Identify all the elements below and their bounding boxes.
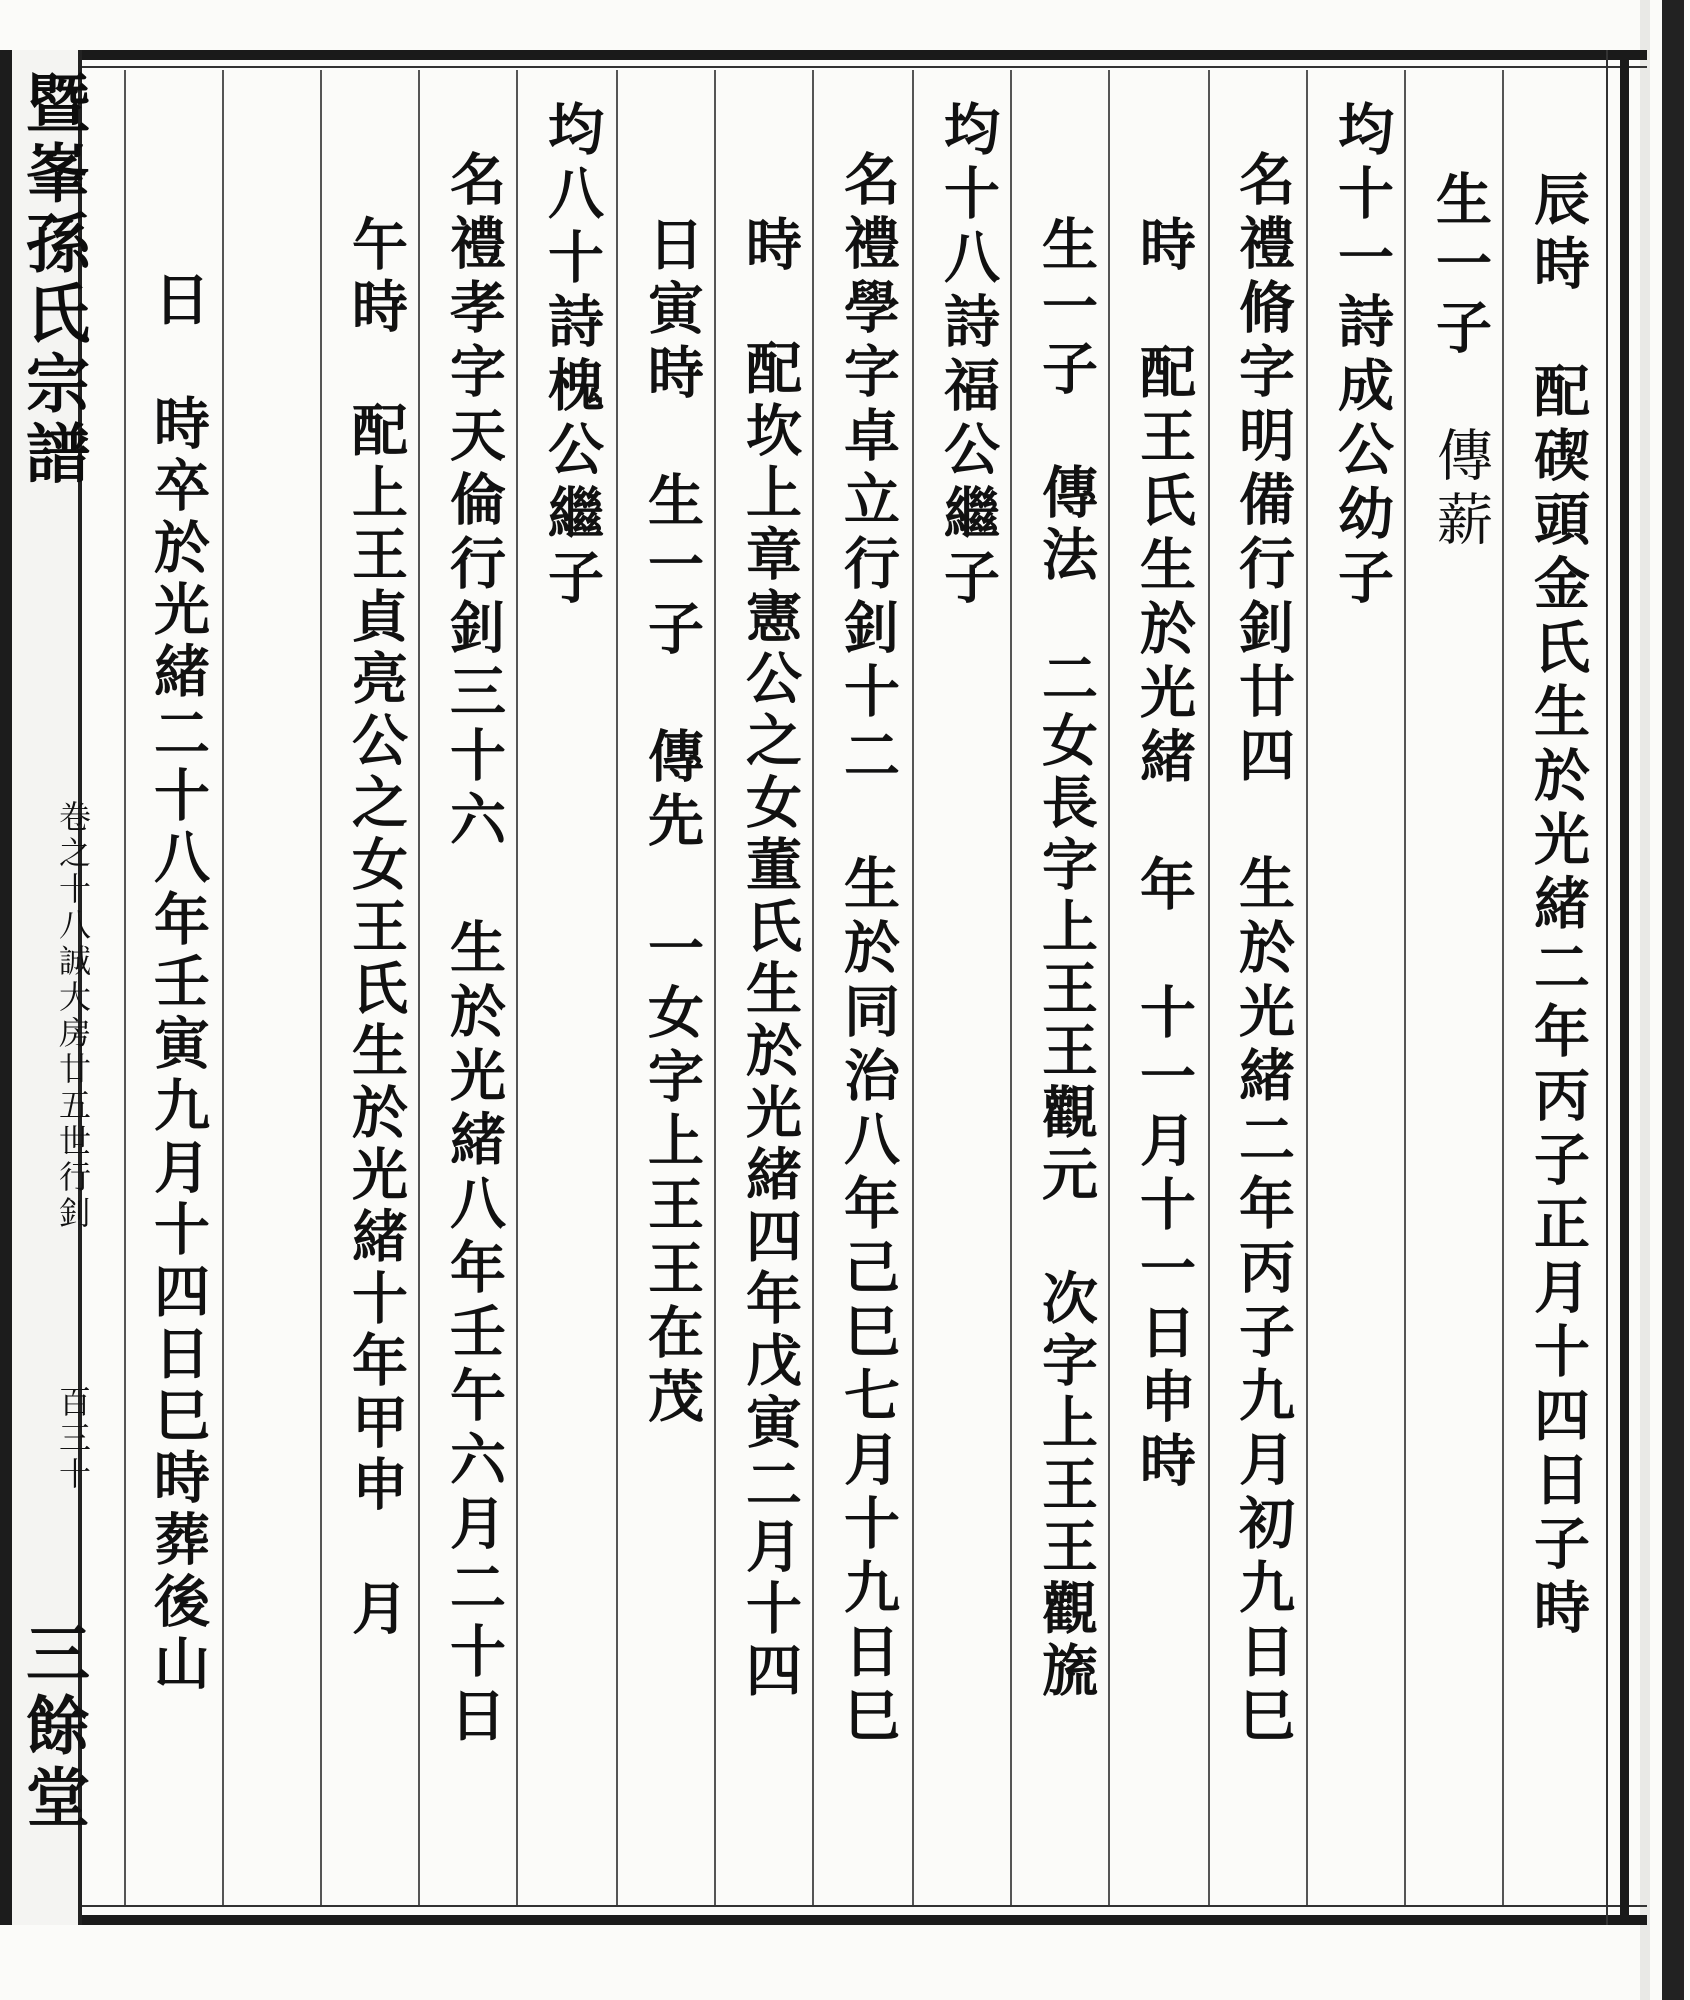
book-edge [1662, 0, 1684, 2000]
page-number: 百三十 [54, 1385, 92, 1493]
text-column [1215, 150, 1311, 1750]
text-column [820, 150, 916, 1750]
column-text [835, 150, 901, 1750]
book-title: 暨峯孫氏宗譜 [15, 70, 90, 490]
column-head: 生一子 [1033, 215, 1099, 401]
column-head: 辰時 [1525, 170, 1591, 298]
column-text [1033, 215, 1099, 1703]
frame-bottom-rule [22, 1915, 1647, 1925]
column-body: 時卒於光緒二十八年壬寅九月十四日巳時葬後山 [145, 394, 211, 1696]
column-rule [320, 70, 322, 1905]
column-text [441, 150, 507, 1750]
column-body: 配坎上章憲公之女董氏生於光緒四年戊寅二月十四 [737, 339, 803, 1703]
column-text [145, 270, 211, 1696]
branch-label: 誠大房廿五世行釗 [54, 944, 92, 1232]
column-body: 生於光緒八年壬午六月二十日 [441, 918, 507, 1750]
column-head: 時 [737, 215, 803, 277]
text-column [1018, 215, 1114, 1703]
column-head: 名禮孝字天倫行釗三十六 [441, 150, 507, 854]
frame-top-rule [22, 50, 1647, 60]
column-body: 配碶頭金氏生於光緒二年丙子正月十四日子時 [1525, 362, 1591, 1642]
column-rule [124, 70, 126, 1905]
frame-right-rule [1620, 50, 1629, 1925]
column-body: 傳法 二女長字上王王觀元 次字上王王觀旒 [1033, 463, 1099, 1703]
text-column [328, 215, 424, 1641]
column-head: 均十一詩成公幼子 [1329, 100, 1395, 612]
text-column [1116, 215, 1212, 1495]
column-text [343, 215, 409, 1641]
column-head: 日寅時 [639, 215, 705, 407]
frame-right-thin-rule [1606, 50, 1608, 1925]
text-column [1412, 170, 1508, 554]
text-column [722, 215, 818, 1703]
column-head: 日 [145, 270, 211, 332]
column-text [1427, 170, 1493, 554]
column-text [935, 100, 1001, 612]
column-body: 配上王貞亮公之女王氏生於光緒十年甲申 月 [343, 401, 409, 1641]
column-head: 名禮脩字明備行釗廿四 [1230, 150, 1296, 790]
column-head: 均八十詩槐公繼子 [539, 100, 605, 612]
column-head: 名禮學字卓立行釗十二 [835, 150, 901, 790]
frame-top-thin-rule [22, 66, 1647, 68]
column-text [1329, 100, 1395, 612]
column-body: 生於同治八年己巳七月十九日巳 [835, 854, 901, 1750]
column-text [1230, 150, 1296, 1750]
column-text [639, 215, 705, 1431]
column-head: 均十八詩福公繼子 [935, 100, 1001, 612]
column-text [1131, 215, 1197, 1495]
column-body: 生於光緒二年丙子九月初九日巳 [1230, 854, 1296, 1750]
frame-bottom-thin-rule [22, 1905, 1647, 1907]
column-head: 時 [1131, 215, 1197, 279]
column-body: 配王氏生於光緒 年 十一月十一日申時 [1131, 343, 1197, 1495]
page-edge [1640, 0, 1650, 2000]
section-label [50, 800, 96, 1232]
column-text [1525, 170, 1591, 1642]
text-column [524, 100, 620, 612]
text-column [920, 100, 1016, 612]
column-head: 午時 [343, 215, 409, 339]
text-column [130, 270, 226, 1696]
text-column [1314, 100, 1410, 612]
text-column [624, 215, 720, 1431]
text-column [1510, 170, 1606, 1642]
hall-name: 三餘堂 [15, 1620, 90, 1836]
column-text [737, 215, 803, 1703]
column-head: 生一子 [1427, 170, 1493, 362]
text-column [426, 150, 522, 1750]
volume-label: 卷之十八 [54, 800, 92, 944]
column-body: 傳薪 [1428, 426, 1493, 554]
column-text [539, 100, 605, 612]
column-body: 生一子 傳先 一女字上王王在茂 [639, 471, 705, 1431]
